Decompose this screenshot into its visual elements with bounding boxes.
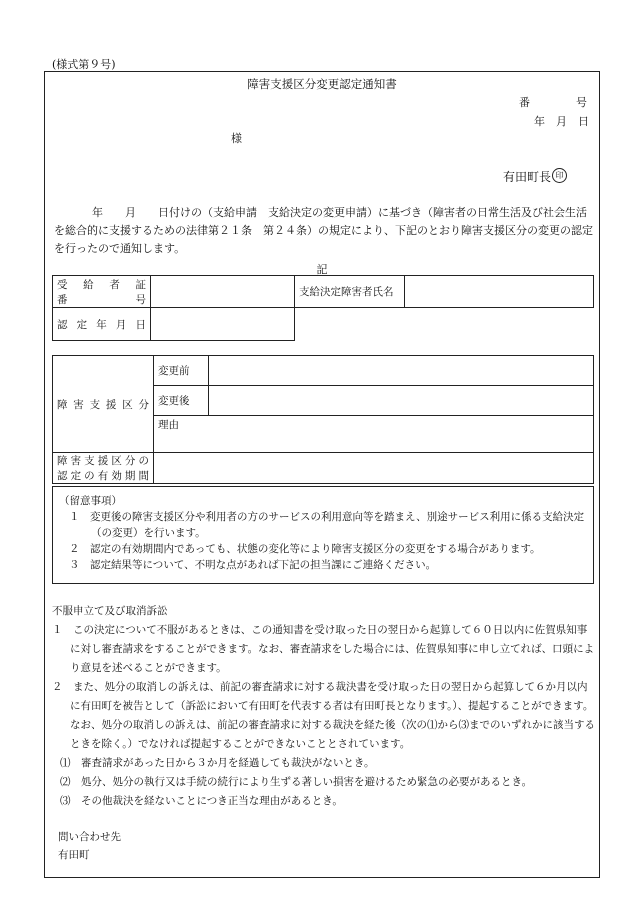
addressee-suffix: 様 bbox=[231, 132, 242, 145]
validity-value bbox=[154, 453, 594, 484]
reason-label: 理由 bbox=[158, 419, 179, 431]
recipient-number-label bbox=[53, 276, 151, 308]
ki-label: 記 bbox=[316, 263, 328, 276]
appeal-item: ２ また、処分の取消しの訴えは、前記の審査請求に対する裁決書を受け取った日の翌日から起算して６か月以内に有田町を被告として（訴訟において有田町を代表する者は有田町長となります。）、提起することができます。なお、処分の取消しの訴えは、前記の審査請求に対する裁決を経た後（次の⑴から⑶までのいずれかに該当するときを除く。）でなければ提起することができないこととされています。 bbox=[52, 681, 595, 750]
after-value bbox=[209, 386, 594, 416]
validity-label-line2: 認定の有効期間 bbox=[57, 470, 149, 482]
note-item: １ 変更後の障害支援区分や利用者の方のサービスの利用意向等を踏まえ、別途サービス利用に係る支給決定（の変更）を行います。 bbox=[69, 511, 585, 539]
reason-cell bbox=[154, 416, 594, 453]
notes-heading: （留意事項） bbox=[59, 495, 122, 507]
number-label-ban: 番 bbox=[519, 96, 532, 109]
certification-date-value bbox=[151, 308, 295, 341]
contact-name: 有田町 bbox=[58, 849, 90, 861]
decided-person-value bbox=[405, 276, 594, 308]
support-category-text: 障 害 支 援 区 分 bbox=[57, 398, 149, 411]
appeal-section bbox=[52, 602, 597, 811]
document-frame bbox=[44, 71, 600, 878]
body-paragraph: 年 月 日付けの（支給申請 支給決定の変更申請）に基づき（障害者の日常生活及び社会生活を総合的に支援するための法律第２１条 第２４条）の規定により、下記のとおり障害支援区分の変更の認定を行ったので通知します。 bbox=[54, 206, 593, 255]
certification-date-text: 認 定 年 月 日 bbox=[57, 318, 146, 331]
recipient-table bbox=[52, 275, 594, 341]
validity-label bbox=[53, 453, 154, 484]
support-category-table bbox=[52, 355, 594, 484]
before-value bbox=[209, 356, 594, 386]
appeal-item: １ この決定について不服があるときは、この通知書を受け取った日の翌日から起算して６０日以内に佐賀県知事に対し審査請求をすることができます。なお、審査請求をした場合には、佐賀県知事に申し立てれば、口頭により意見を述べることができます。 bbox=[52, 624, 595, 674]
contact-label: 問い合わせ先 bbox=[58, 831, 121, 843]
support-category-label bbox=[53, 356, 154, 453]
appeal-sub-item: ⑵ 処分、処分の執行又は手続の続行により生ずる著しい損害を避けるため緊急の必要があるとき。 bbox=[60, 776, 533, 788]
appeal-sub-item: ⑶ その他裁決を経ないことにつき正当な理由があるとき。 bbox=[60, 795, 343, 807]
contact-block bbox=[58, 828, 121, 864]
notes-box bbox=[52, 486, 594, 584]
decided-person-label: 支給決定障害者氏名 bbox=[295, 276, 405, 308]
recipient-number-label-line1: 受 給 者 証 bbox=[57, 278, 146, 291]
recipient-number-value bbox=[151, 276, 295, 308]
issue-date-label: 年 月 日 bbox=[534, 115, 589, 128]
appeal-sub-item: ⑴ 審査請求があった日から３か月を経過しても裁決がないとき。 bbox=[60, 757, 375, 769]
validity-label-line1: 障害支援区分の bbox=[57, 455, 149, 467]
form-number: (様式第９号) bbox=[52, 58, 116, 71]
certification-date-label bbox=[53, 308, 151, 341]
recipient-number-label-line2: 番 号 bbox=[57, 293, 146, 306]
note-item: ３ 認定結果等について、不明な点があれば下記の担当課にご連絡ください。 bbox=[69, 559, 437, 571]
note-item: ２ 認定の有効期間内であっても、状態の変化等により障害支援区分の変更をする場合があります。 bbox=[69, 543, 541, 555]
before-label: 変更前 bbox=[154, 356, 209, 386]
document-number-label bbox=[519, 94, 589, 110]
number-label-go: 号 bbox=[576, 96, 589, 109]
seal-icon: 印 bbox=[552, 168, 567, 183]
appeal-heading: 不服申立て及び取消訴訟 bbox=[52, 605, 168, 617]
after-label: 変更後 bbox=[154, 386, 209, 416]
document-title: 障害支援区分変更認定通知書 bbox=[247, 77, 397, 91]
issuer-name: 有田町長 bbox=[502, 170, 551, 184]
